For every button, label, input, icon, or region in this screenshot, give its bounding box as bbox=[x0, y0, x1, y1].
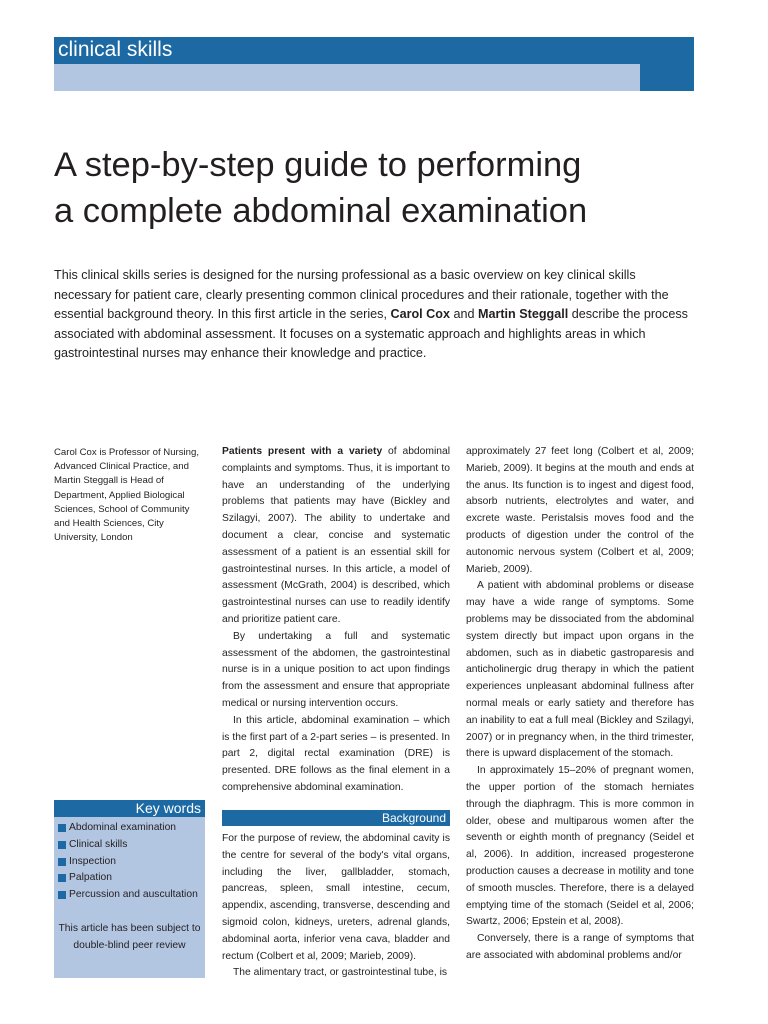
square-bullet-icon bbox=[58, 858, 66, 866]
keyword-label: Abdominal examination bbox=[69, 822, 177, 833]
key-words-list bbox=[54, 820, 205, 904]
author-name: Martin Steggall bbox=[477, 307, 569, 322]
paragraph: approximately 27 feet long (Colbert et al, 2009; Marieb, 2009). It begins at the mouth and ends at the anus. Its function is to ingest and digest food, absorb nutrients, electrolytes and water, and excrete waste. Peristalsis moves food and the products of digestion under the control of the autonomic nervous system (Colbert et al, 2009; Marieb, 2009). bbox=[466, 446, 694, 575]
paragraph: In approximately 15–20% of pregnant women, the upper portion of the stomach herniates through the diaphragm. This is more common in older, obese and multiparous women after the seventh or eighth month of pregnancy (Seidel et al, 2006). In addition, increased progesterone production causes a decrease in motility and tone of smooth muscles. Therefore, there is a delayed emptying time of the stomach (Seidel et al, 2006; Swartz, 2006; Epstein et al, 2008). bbox=[466, 765, 694, 928]
keyword-label: Clinical skills bbox=[69, 838, 128, 850]
body-column-1-lower bbox=[222, 831, 450, 982]
square-bullet-icon bbox=[58, 891, 66, 899]
standfirst bbox=[54, 266, 696, 364]
keyword-item bbox=[58, 854, 205, 871]
square-bullet-icon bbox=[58, 874, 66, 882]
paragraph: Conversely, there is a range of symptoms that are associated with abdominal problems and/or bbox=[466, 933, 694, 961]
keyword-item bbox=[58, 837, 205, 854]
author-bio: Carol Cox is Professor of Nursing, Advanced Clinical Practice, and Martin Steggall is Head of Department, Applied Biological Sciences, School of Community and Health Sciences, City University, London bbox=[54, 447, 200, 544]
square-bullet-icon bbox=[58, 841, 66, 849]
lead-in: Patients present with a variety bbox=[222, 446, 383, 457]
paragraph: A patient with abdominal problems or disease may have a wide range of symptoms. Some problems may be dissociated from the abdominal system directly but impact upon organs in the abdomen, such as in diabetic gastroparesis and anticholinergic drug therapy in which the patient experiences unpleasant abdominal fullness after normal meals or early satiety and therefore has an inability to eat a full meal (Bickley and Szilagyi, 2007) or in pregnancy when, in the third trimester, there is upward displacement of the stomach. bbox=[466, 580, 694, 760]
article-title bbox=[54, 142, 714, 234]
header-band-light bbox=[54, 64, 640, 91]
paragraph bbox=[222, 444, 450, 629]
body-column-1 bbox=[222, 444, 450, 797]
background-heading bbox=[222, 810, 450, 826]
author-name: Carol Cox bbox=[390, 307, 450, 322]
title-line: A step-by-step guide to performing bbox=[54, 146, 582, 184]
keyword-label: Percussion and auscultation bbox=[69, 889, 198, 901]
section-label: clinical skills bbox=[58, 38, 173, 61]
key-words-box bbox=[54, 800, 205, 978]
key-words-heading: Key words bbox=[54, 800, 205, 817]
paragraph: In this article, abdominal examination – which is the first part of a 2-part series – is presented. In part 2, digital rectal examination (DRE) is presented. DRE follows as the final element in a comprehensive abdominal examination. bbox=[222, 714, 450, 793]
peer-review-note: This article has been subject to double-blind peer review bbox=[58, 922, 201, 951]
keyword-label: Palpation bbox=[69, 872, 112, 884]
standfirst-text: describe the process associated with abdominal assessment. It focuses on a systematic approach and highlights areas in which gastrointestinal nurses may enhance their knowledge and practice. bbox=[54, 307, 688, 361]
paragraph: The alimentary tract, or gastrointestinal tube, is bbox=[233, 967, 448, 979]
paragraph: By undertaking a full and systematic assessment of the abdomen, the gastrointestinal nurse is in a unique position to act upon findings from the assessment and ensure that appropriate medical or nursing intervention occurs. bbox=[222, 630, 450, 709]
standfirst-text: and bbox=[449, 307, 478, 322]
square-bullet-icon bbox=[58, 824, 66, 832]
keyword-label: Inspection bbox=[69, 855, 116, 867]
body-column-2 bbox=[466, 444, 694, 965]
keyword-item bbox=[58, 820, 205, 837]
header-band-corner bbox=[640, 64, 694, 91]
keyword-item bbox=[58, 887, 205, 904]
paragraph-text: of abdominal complaints and symptoms. Thus, it is important to have an understanding of the underlying problems that patients may have (Bickley and Szilagyi, 2007). The ability to undertake and document a clear, concise and systematic assessment of a patient is an essential skill for gastrointestinal nurses. In this article, a model of assessment (McGrath, 2004) is described, which gastrointestinal nurses can use to readily identify and prioritize patient care. bbox=[222, 446, 450, 625]
keyword-item bbox=[58, 870, 205, 887]
standfirst-text: This clinical skills series is designed for the nursing professional as a basic overview on key clinical skills necessary for patient care, clearly presenting common clinical procedures and their rationale, together with the essential background theory. In this first article in the series, bbox=[54, 268, 669, 322]
paragraph: For the purpose of review, the abdominal cavity is the centre for several of the body's vital organs, including the liver, gallbladder, stomach, pancreas, spleen, small intestine, cecum, appendix, ascending, transverse, descending and sigmoid colon, kidneys, ureters, adrenal glands, abdominal aorta, inferior vena cava, bladder and rectum (Colbert et al, 2009; Marieb, 2009). bbox=[222, 833, 450, 962]
background-heading-label: Background bbox=[381, 811, 446, 825]
title-line: a complete abdominal examination bbox=[54, 192, 588, 230]
